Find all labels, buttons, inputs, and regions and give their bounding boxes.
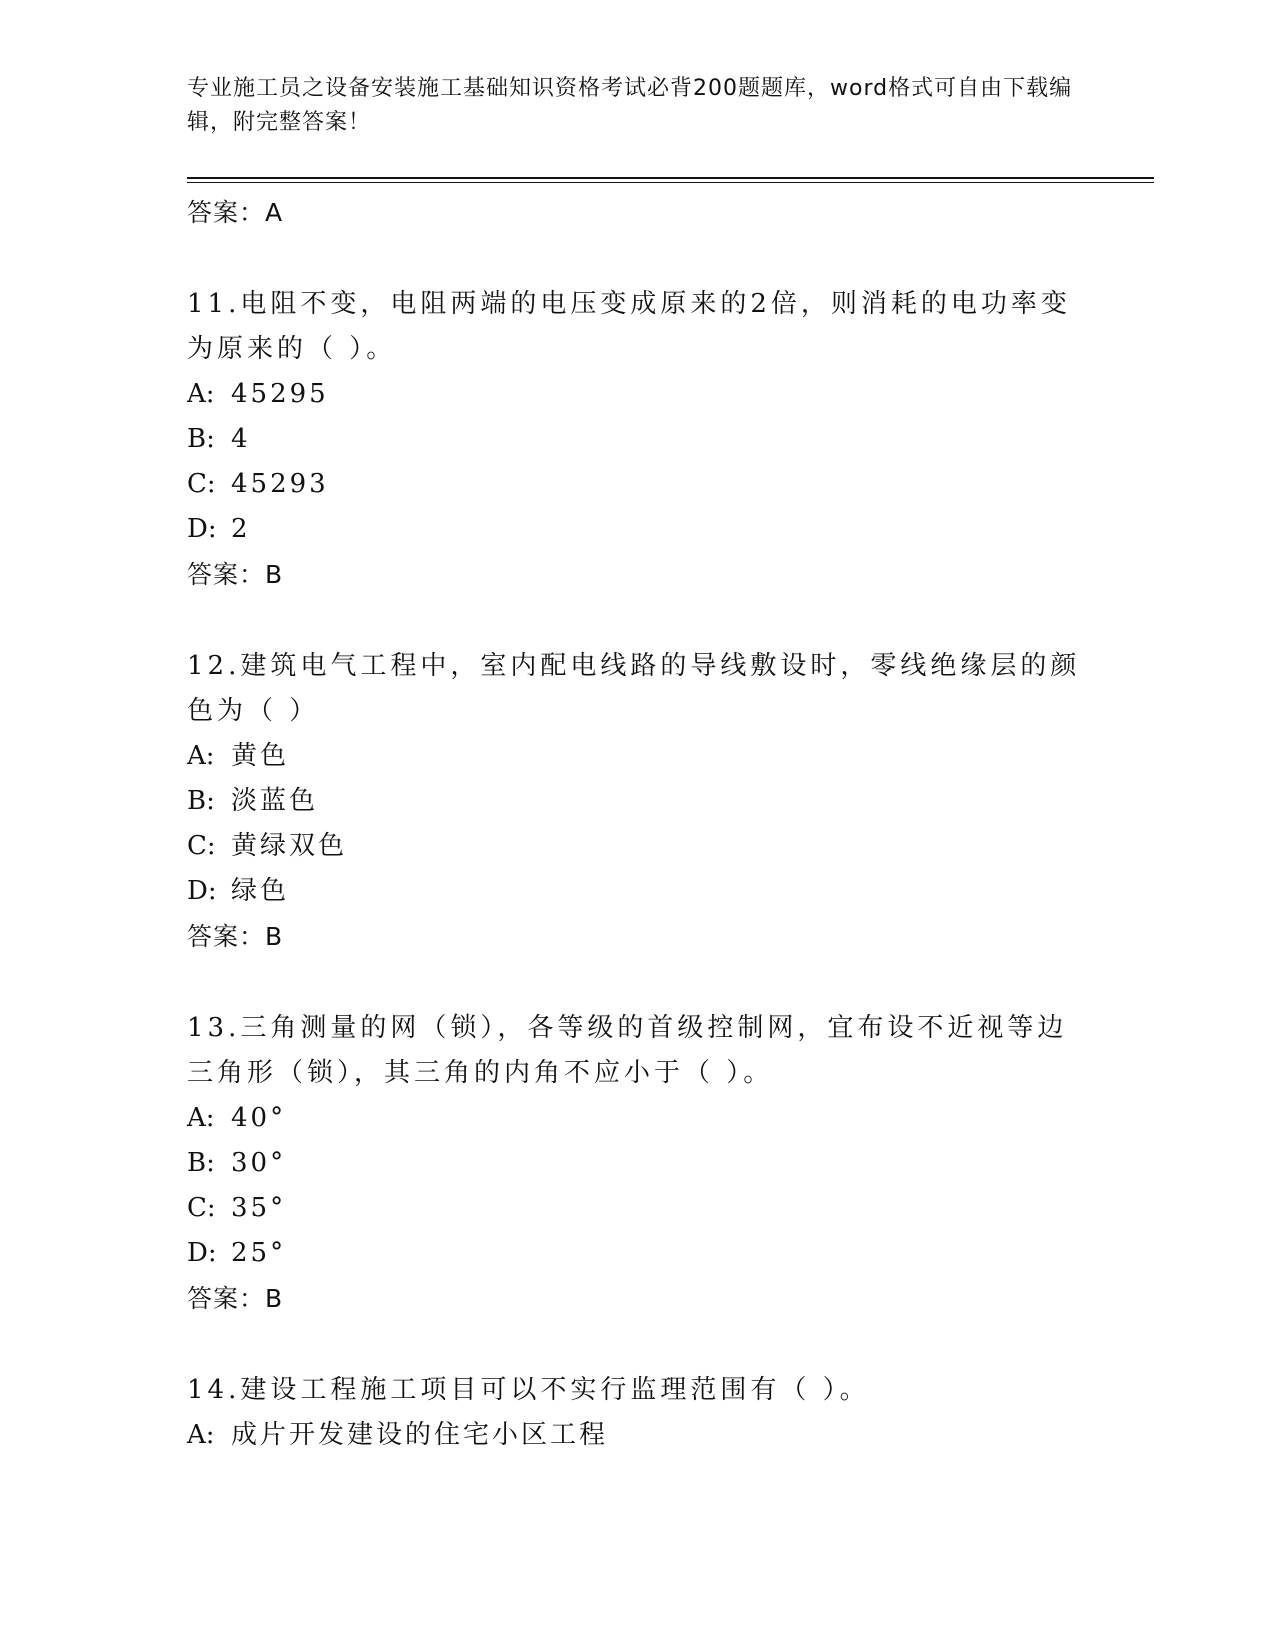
- option-text: 黄色: [231, 741, 290, 771]
- question-text: 12.建筑电气工程中，室内配电线路的导线敷设时，零线绝缘层的颜色为（ ）: [187, 651, 1081, 726]
- option-c: [187, 1186, 1087, 1231]
- option-text: 25°: [231, 1238, 287, 1268]
- header-divider: [187, 177, 1154, 179]
- option-a: [187, 1096, 1087, 1141]
- answer-line: 答案：B: [187, 1284, 284, 1313]
- option-text: 4: [231, 424, 251, 454]
- option-letter: C:: [187, 831, 216, 861]
- option-letter: A:: [187, 741, 215, 771]
- question-text: 14.建设工程施工项目可以不实行监理范围有（ ）。: [187, 1375, 870, 1405]
- option-letter: A:: [187, 1420, 215, 1450]
- option-text: 淡蓝色: [231, 786, 319, 816]
- option-d: [187, 507, 1087, 552]
- question-list: [187, 190, 1087, 1458]
- option-text: 45295: [231, 379, 329, 409]
- option-letter: B:: [187, 1148, 215, 1178]
- option-text: 35°: [231, 1193, 287, 1223]
- option-text: 40°: [231, 1103, 287, 1133]
- option-a: [187, 372, 1087, 417]
- option-letter: B:: [187, 786, 215, 816]
- option-text: 黄绿双色: [231, 831, 348, 861]
- option-letter: C:: [187, 1193, 216, 1223]
- question-block: [187, 644, 1087, 959]
- question-text: 13.三角测量的网（锁），各等级的首级控制网，宜布设不近视等边三角形（锁），其三角的内角不应小于（ ）。: [187, 1013, 1068, 1088]
- option-letter: B:: [187, 424, 215, 454]
- option-b: [187, 1141, 1087, 1186]
- option-text: 45293: [231, 469, 329, 499]
- option-a: [187, 1413, 1087, 1458]
- question-text: 11.电阻不变，电阻两端的电压变成原来的2倍，则消耗的电功率变为原来的（ ）。: [187, 289, 1071, 364]
- option-b: [187, 417, 1087, 462]
- answer-line: 答案：A: [187, 198, 284, 227]
- question-block: [187, 282, 1087, 597]
- page-header: 专业施工员之设备安装施工基础知识资格考试必背200题题库，word格式可自由下载编辑，附完整答案！: [187, 76, 1073, 135]
- option-letter: A:: [187, 379, 215, 409]
- option-text: 成片开发建设的住宅小区工程: [231, 1420, 609, 1450]
- option-text: 30°: [231, 1148, 287, 1178]
- question-block: [187, 1006, 1087, 1321]
- option-text: 2: [231, 514, 251, 544]
- option-b: [187, 779, 1087, 824]
- question-block: [187, 1368, 1087, 1458]
- option-c: [187, 462, 1087, 507]
- option-d: [187, 869, 1087, 914]
- option-letter: C:: [187, 469, 216, 499]
- header-divider-thin: [187, 182, 1154, 183]
- option-c: [187, 824, 1087, 869]
- option-letter: D:: [187, 876, 217, 906]
- option-d: [187, 1231, 1087, 1276]
- option-a: [187, 734, 1087, 779]
- option-text: 绿色: [231, 876, 290, 906]
- answer-line: 答案：B: [187, 560, 284, 589]
- option-letter: D:: [187, 1238, 217, 1268]
- option-letter: A:: [187, 1103, 215, 1133]
- option-letter: D:: [187, 514, 217, 544]
- answer-line: 答案：B: [187, 922, 284, 951]
